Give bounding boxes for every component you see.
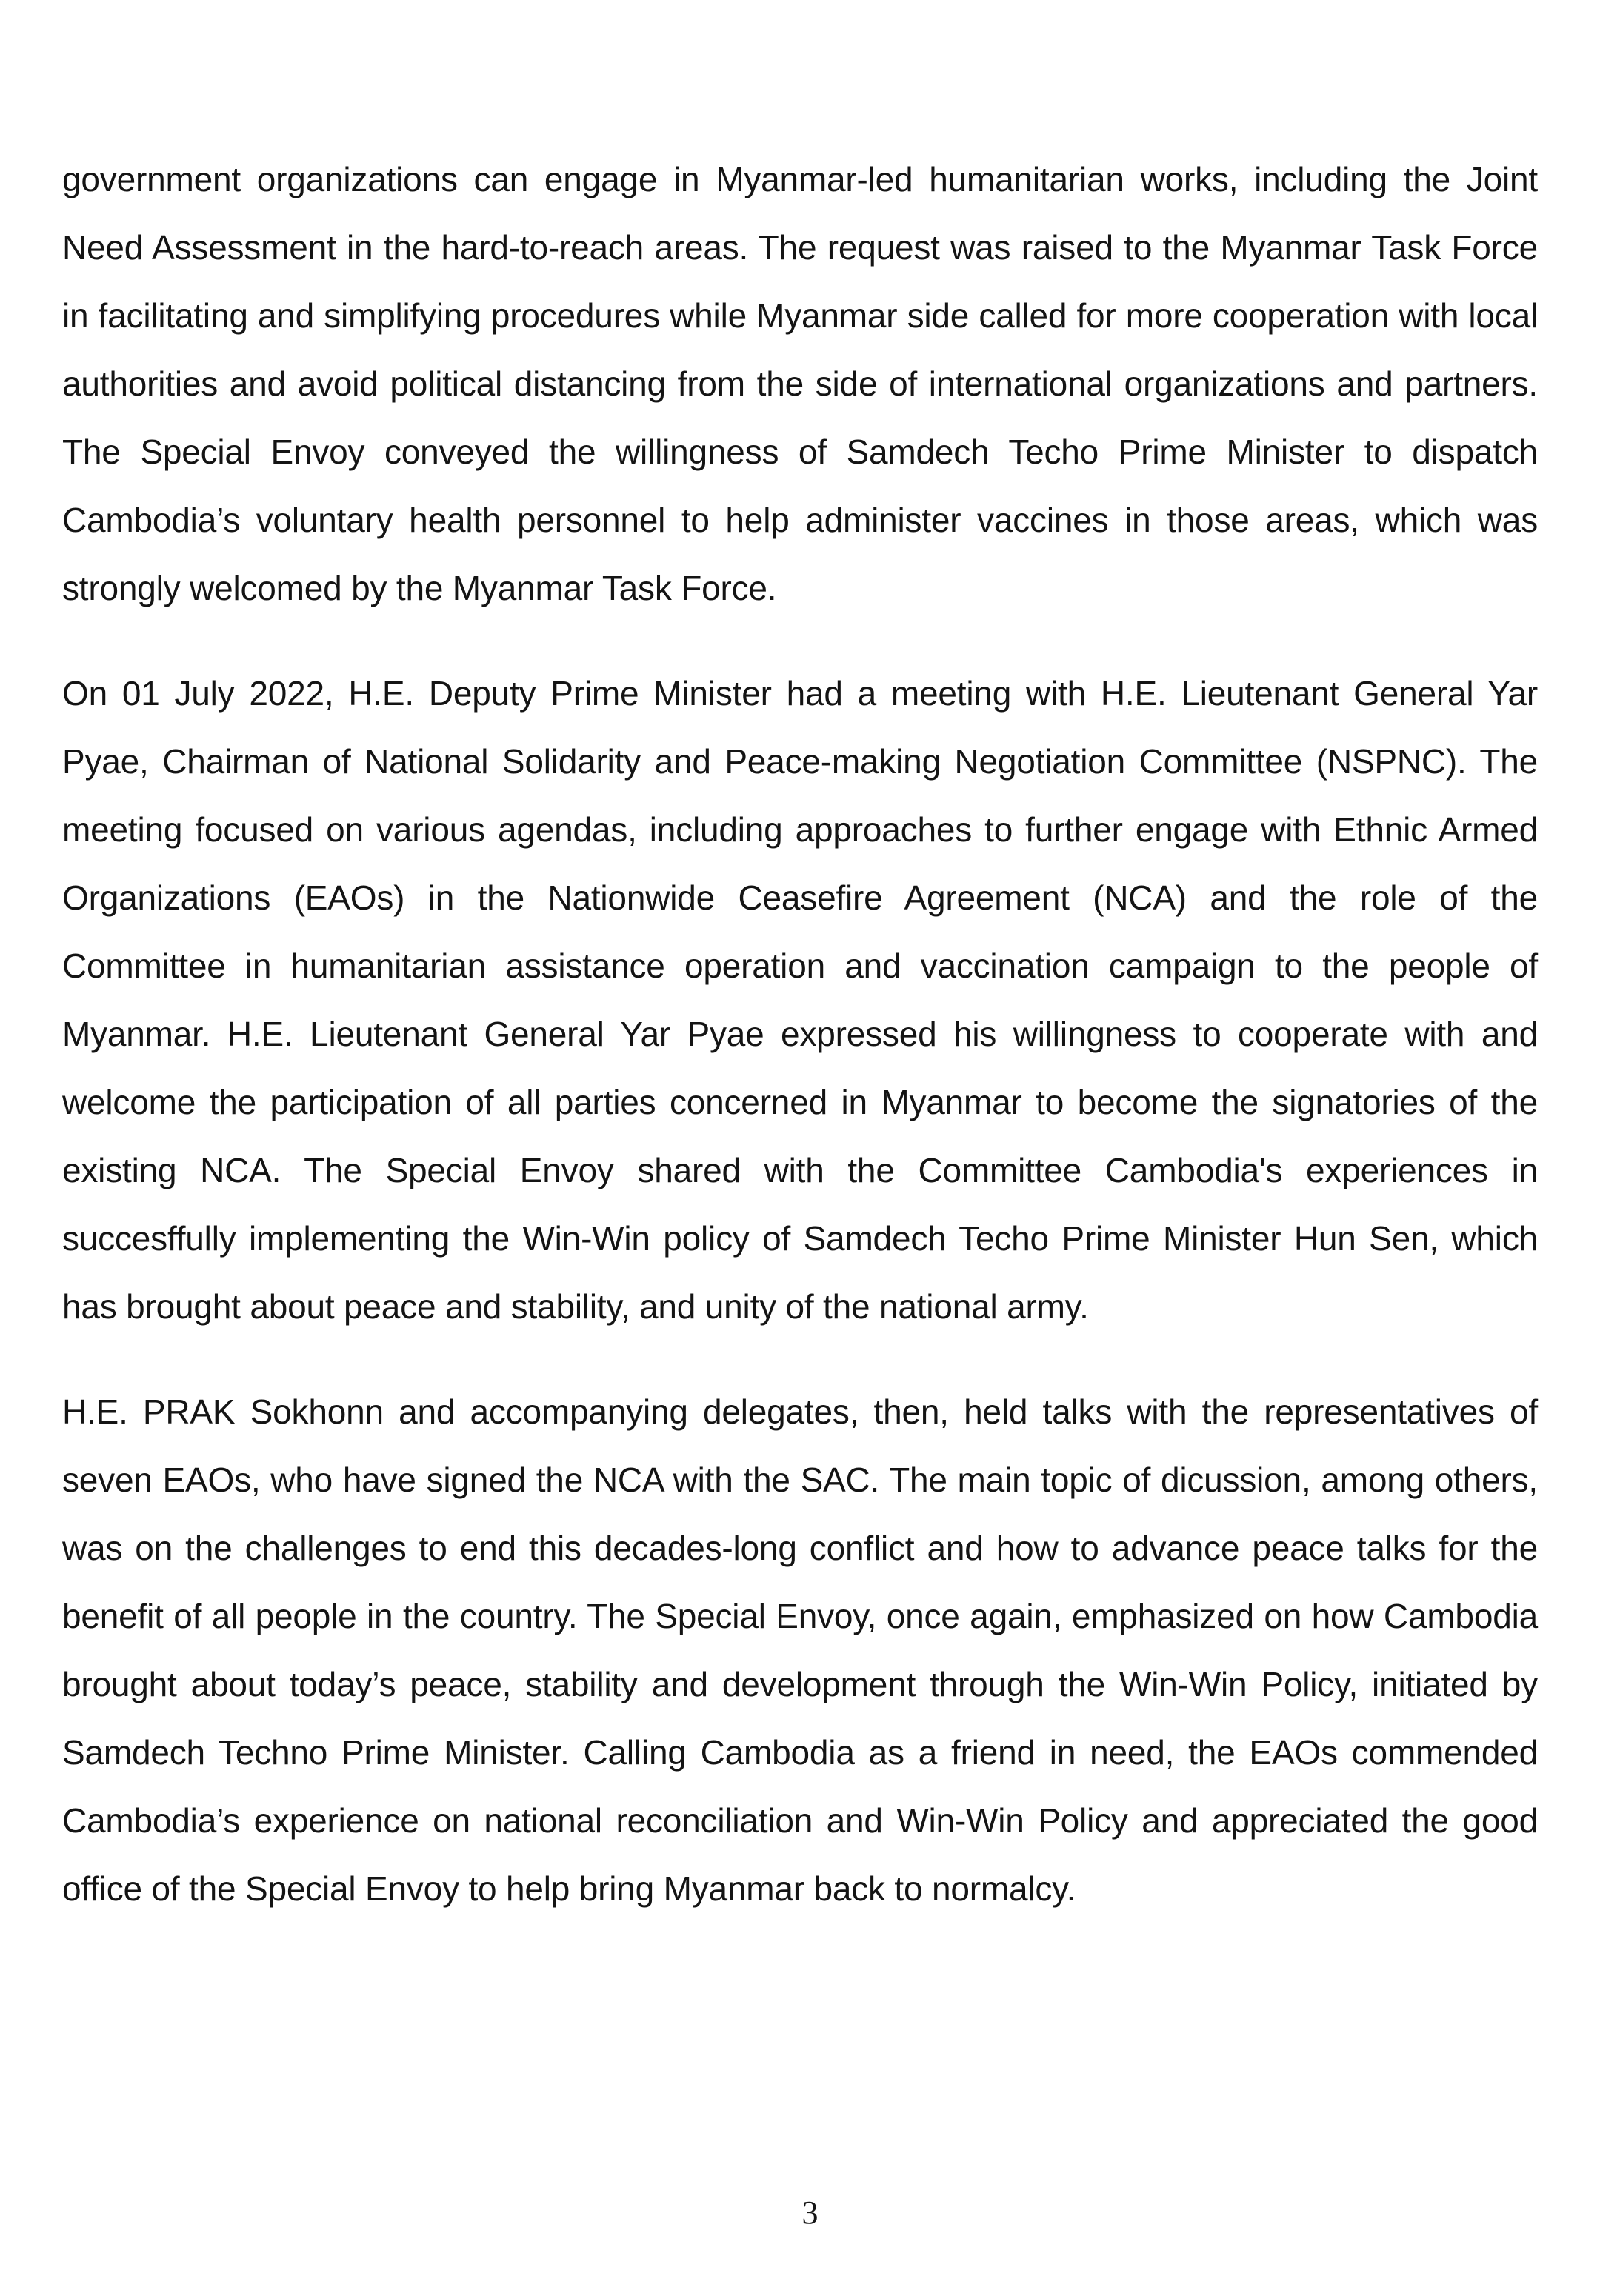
page-number: 3 bbox=[801, 2195, 819, 2231]
paragraph-humanitarian-works: government organizations can engage in Myanmar-led humanitarian works, including the Joint Need Assessment in the hard-to-reach areas. The request was raised to the Myanmar Task Force in facilitating and simplifying procedures while Myanmar side called for more cooperation with local authorities and avoid political distancing from the side of international organizations and partners. The Special Envoy conveyed the willingness of Samdech Techo Prime Minister to dispatch Cambodia’s voluntary health personnel to help administer vaccines in those areas, which was strongly welcomed by the Myanmar Task Force. bbox=[62, 160, 1538, 607]
paragraph-eaos-talks: H.E. PRAK Sokhonn and accompanying delegates, then, held talks with the representatives of seven EAOs, who have signed the NCA with the SAC. The main topic of dicussion, among others, was on the challenges to end this decades-long conflict and how to advance peace talks for the benefit of all people in the country. The Special Envoy, once again, emphasized on how Cambodia brought about today’s peace, stability and development through the Win-Win Policy, initiated by Samdech Techno Prime Minister. Calling Cambodia as a friend in need, the EAOs commended Cambodia’s experience on national reconciliation and Win-Win Policy and appreciated the good office of the Special Envoy to help bring Myanmar back to normalcy. bbox=[62, 1392, 1538, 1908]
document-body bbox=[62, 145, 1538, 1923]
paragraph-nspnc-meeting: On 01 July 2022, H.E. Deputy Prime Minister had a meeting with H.E. Lieutenant General Yar Pyae, Chairman of National Solidarity and Peace-making Negotiation Committee (NSPNC). The meeting focused on various agendas, including approaches to further engage with Ethnic Armed Organizations (EAOs) in the Nationwide Ceasefire Agreement (NCA) and the role of the Committee in humanitarian assistance operation and vaccination campaign to the people of Myanmar. H.E. Lieutenant General Yar Pyae expressed his willingness to cooperate with and welcome the participation of all parties concerned in Myanmar to become the signatories of the existing NCA. The Special Envoy shared with the Committee Cambodia's experiences in succesffully implementing the Win-Win policy of Samdech Techo Prime Minister Hun Sen, which has brought about peace and stability, and unity of the national army. bbox=[62, 674, 1538, 1326]
